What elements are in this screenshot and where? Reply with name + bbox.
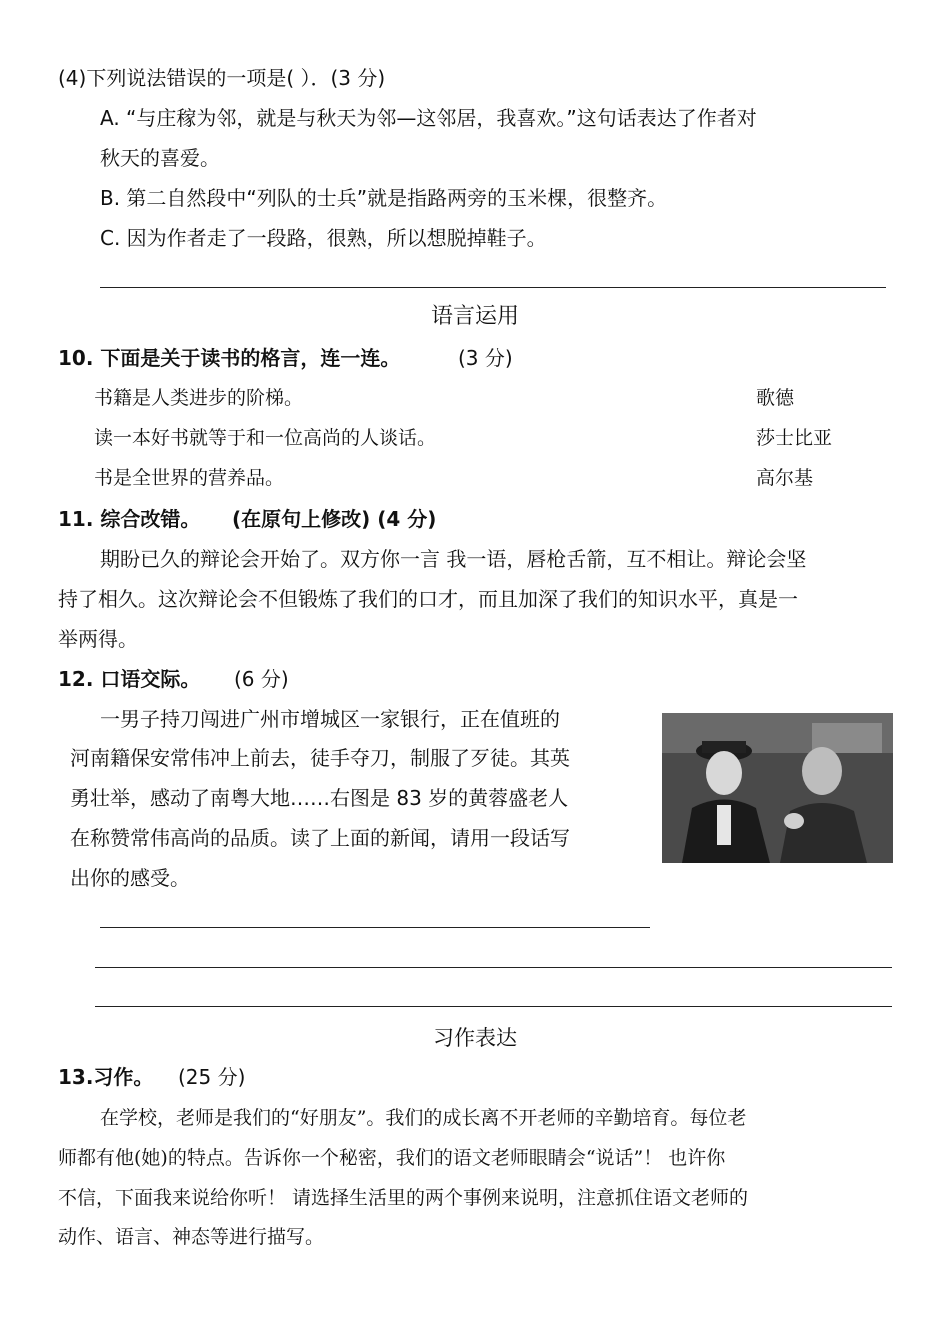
q9-option-b: B. 第二自然段中“列队的士兵”就是指路两旁的玉米棵，很整齐。 — [100, 186, 668, 210]
q13-score: (25 分) — [178, 1065, 246, 1089]
q10-quote-3: 书是全世界的营养品。 — [94, 467, 285, 489]
q9-option-a-line1: A. “与庄稼为邻，就是与秋天为邻—这邻居，我喜欢。”这句话表达了作者对 — [100, 106, 757, 130]
q11-title: 11. 综合改错。 — [58, 507, 201, 531]
q12-line-1: 一男子持刀闯进广州市增城区一家银行，正在值班的 — [100, 707, 560, 731]
q13-line-1: 在学校，老师是我们的“好朋友”。我们的成长离不开老师的辛勤培育。每位老 — [100, 1107, 747, 1129]
answer-line-3[interactable] — [95, 1006, 892, 1007]
q9-sub4-prompt: (4)下列说法错误的一项是( ）．(3 分) — [58, 66, 386, 90]
q9-option-a-line2: 秋天的喜爱。 — [100, 146, 220, 170]
q13-title: 13.习作。 — [58, 1065, 154, 1089]
q13-line-4: 动作、语言、神态等进行描写。 — [58, 1226, 325, 1248]
section-divider — [100, 287, 886, 288]
q12-title: 12. 口语交际。 — [58, 667, 201, 691]
q12-line-4: 在称赞常伟高尚的品质。读了上面的新闻，请用一段话写 — [70, 826, 570, 850]
q11-note: (在原句上修改) (4 分) — [232, 507, 437, 531]
section-title-language: 语言运用 — [430, 304, 519, 329]
q13-line-3: 不信，下面我来说给你听！ 请选择生活里的两个事例来说明，注意抓住语文老师的 — [58, 1187, 749, 1209]
answer-line-1[interactable] — [100, 927, 650, 928]
q11-line-2: 持了相久。这次辩论会不但锻炼了我们的口才，而且加深了我们的知识水平，真是一 — [58, 587, 798, 611]
answer-line-2[interactable] — [95, 967, 892, 968]
q11-line-3: 举两得。 — [58, 627, 138, 651]
q10-title: 10. 下面是关于读书的格言，连一连。 — [58, 346, 401, 370]
q12-line-2: 河南籍保安常伟冲上前去，徒手夺刀，制服了歹徒。其英 — [70, 746, 570, 770]
q11-line-1: 期盼已久的辩论会开始了。双方你一言 我一语，唇枪舌箭，互不相让。辩论会坚 — [100, 547, 807, 571]
q10-author-1: 歌德 — [756, 387, 795, 409]
q10-quote-2: 读一本好书就等于和一位高尚的人谈话。 — [94, 427, 437, 449]
q10-quote-1: 书籍是人类进步的阶梯。 — [94, 387, 304, 409]
q10-author-2: 莎士比亚 — [756, 427, 833, 449]
q10-score: (3 分) — [458, 346, 513, 370]
q9-option-c: C. 因为作者走了一段路，很熟，所以想脱掉鞋子。 — [100, 226, 547, 250]
q12-line-3: 勇壮举，感动了南粤大地……右图是 83 岁的黄蓉盛老人 — [70, 786, 569, 810]
q12-line-5: 出你的感受。 — [70, 866, 190, 890]
news-photo — [662, 713, 893, 863]
q10-author-3: 高尔基 — [756, 467, 814, 489]
q12-score: (6 分) — [234, 667, 289, 691]
news-photo-illustration — [662, 713, 893, 863]
section-title-writing: 习作表达 — [433, 1026, 517, 1050]
q13-line-2: 师都有他(她)的特点。告诉你一个秘密，我们的语文老师眼睛会“说话”！ 也许你 — [58, 1147, 726, 1169]
